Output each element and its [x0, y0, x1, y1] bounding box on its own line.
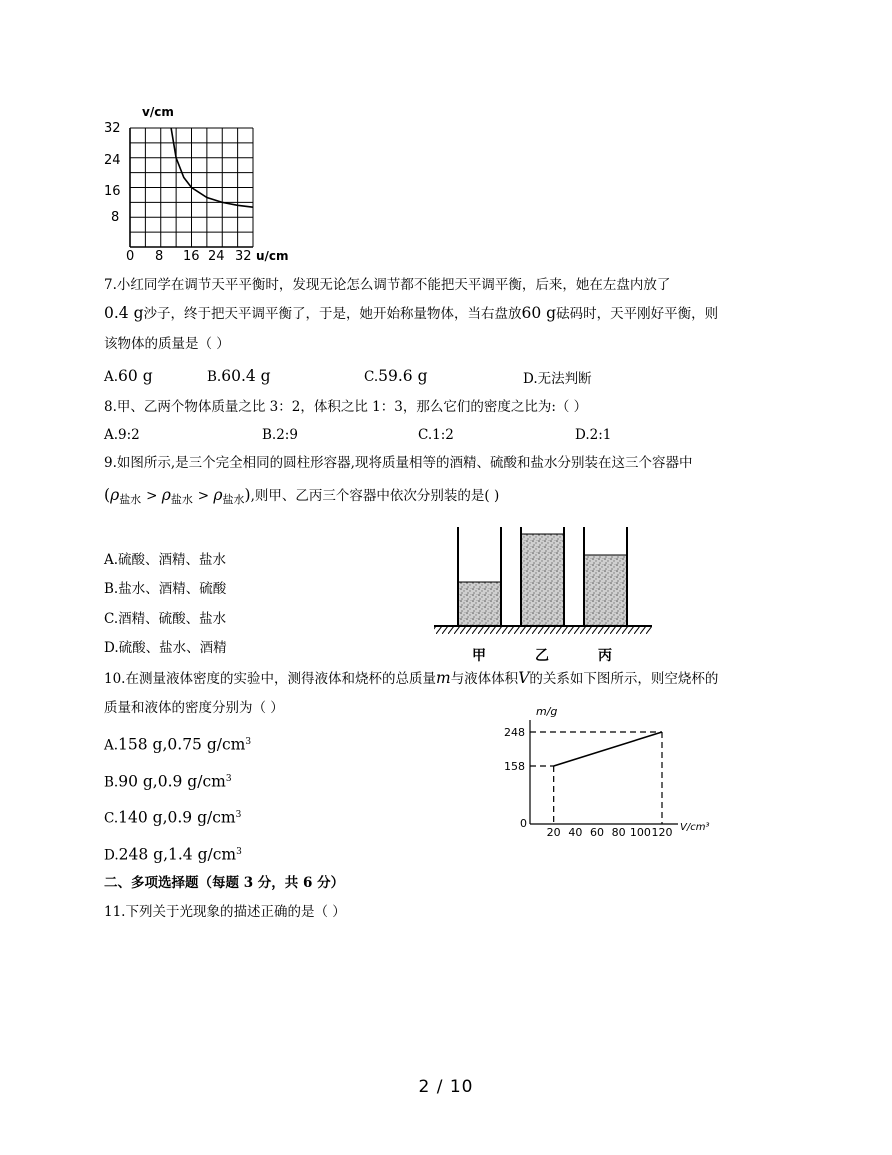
- q7-line2: 0.4 g沙子，终于把天平调平衡了，于是，她开始称量物体，当右盘放60 g砝码时，天平刚好平衡，则: [104, 304, 719, 322]
- q7-option-d: D.无法判断: [523, 371, 592, 387]
- lens-graph-xlabel: u/cm: [256, 249, 289, 263]
- label-bing: 丙: [598, 648, 612, 664]
- label-jia: 甲: [472, 648, 486, 664]
- liquid-bing: [585, 555, 626, 626]
- container-jia: [458, 527, 501, 626]
- q7-option-b: B.60.4 g: [207, 367, 271, 385]
- mv-graph-xtick: 20: [546, 826, 561, 839]
- q8-option-d: D.2:1: [575, 427, 612, 443]
- mv-graph-xtick: 40: [568, 826, 583, 839]
- liquid-yi: [522, 534, 563, 626]
- mv-graph-xtick: 120: [651, 826, 673, 839]
- q9-option-b: B.盐水、酒精、硫酸: [104, 581, 227, 597]
- q7-line3: 该物体的质量是（ ）: [104, 336, 230, 352]
- q10-option-d: D.248 g,1.4 $g/cm^3$: [104, 845, 242, 864]
- mv-graph-y-158: 158: [504, 760, 525, 773]
- lens-graph-ytick-24: 24: [104, 153, 121, 168]
- q7-line1: 7.小红同学在调节天平平衡时，发现无论怎么调节都不能把天平调平衡，后来，她在左盘内放了: [104, 277, 671, 293]
- q9-line2: $(\rho_{盐水} > \rho_{盐水} > \rho_{盐水})$,则甲、乙丙三个容器中依次分别装的是( ): [104, 486, 500, 506]
- mv-graph-guides: [530, 732, 662, 824]
- lens-graph-xtick-32: 32: [235, 249, 252, 264]
- lens-graph-ytick-32: 32: [104, 121, 121, 136]
- liquid-jia: [459, 582, 500, 626]
- mv-graph-xtick: 100: [629, 826, 651, 839]
- lens-graph-curve: [171, 128, 253, 207]
- q9-option-d: D.硫酸、盐水、酒精: [104, 640, 227, 656]
- q7-weight: 60 g: [521, 304, 557, 322]
- q8-stem: 8.甲、乙两个物体质量之比 3：2，体积之比 1：3，那么它们的密度之比为:（ ）: [104, 399, 588, 415]
- q10-line2: 质量和液体的密度分别为（ ）: [104, 700, 284, 716]
- q10-line1: 10.在测量液体密度的实验中，测得液体和烧杯的总质量m与液体体积V的关系如下图所示，则空烧杯的: [104, 669, 719, 687]
- mv-graph-xlabel: V/cm³: [680, 822, 710, 833]
- q7-option-c: C.59.6 g: [364, 367, 428, 385]
- lens-graph-ytick-8: 8: [111, 210, 120, 225]
- q10-option-c: C.140 g,0.9 $g/cm^3$: [104, 808, 242, 827]
- q7-sand-mass: 0.4 g: [104, 304, 144, 322]
- ground-hatch: [434, 626, 652, 634]
- mv-graph-y-248: 248: [504, 726, 525, 739]
- q11-stem: 11.下列关于光现象的描述正确的是（ ）: [104, 904, 346, 920]
- mv-graph-line: [554, 732, 662, 766]
- mv-graph-ylabel: m/g: [536, 705, 558, 718]
- container-yi: [521, 527, 564, 626]
- section-2-heading: 二、多项选择题（每题 3 分，共 6 分）: [104, 875, 345, 891]
- mv-graph-xtick: 60: [590, 826, 604, 839]
- container-bing: [584, 527, 627, 626]
- mass-volume-graph: [500, 700, 740, 840]
- lens-graph-ylabel: v/cm: [142, 105, 174, 119]
- q10-option-b: B.90 g,0.9 $g/cm^3$: [104, 772, 232, 791]
- mv-graph-xtick: 80: [611, 826, 626, 839]
- q7-option-a: A.60 g: [104, 367, 153, 385]
- q8-option-b: B.2:9: [262, 427, 298, 443]
- q8-option-a: A.9:2: [104, 427, 140, 443]
- q8-option-c: C.1:2: [418, 427, 454, 443]
- lens-graph-xtick-8: 8: [155, 249, 164, 264]
- q9-option-c: C.酒精、硫酸、盐水: [104, 611, 227, 627]
- lens-graph-xtick-16: 16: [183, 249, 200, 264]
- lens-graph: [100, 100, 320, 265]
- page-number: 2 / 10: [418, 1077, 474, 1097]
- label-yi: 乙: [535, 648, 549, 664]
- lens-graph-xtick-0: 0: [126, 249, 135, 264]
- containers-figure: [430, 522, 660, 667]
- q10-option-a: A.158 g,0.75 $g/cm^3$: [104, 735, 252, 754]
- lens-graph-ytick-16: 16: [104, 184, 121, 199]
- lens-graph-xtick-24: 24: [208, 249, 225, 264]
- q9-option-a: A.硫酸、酒精、盐水: [104, 552, 227, 568]
- q9-line1: 9.如图所示,是三个完全相同的圆柱形容器,现将质量相等的酒精、硫酸和盐水分别装在这三个容器中: [104, 455, 693, 471]
- mv-graph-y-0: 0: [520, 817, 527, 830]
